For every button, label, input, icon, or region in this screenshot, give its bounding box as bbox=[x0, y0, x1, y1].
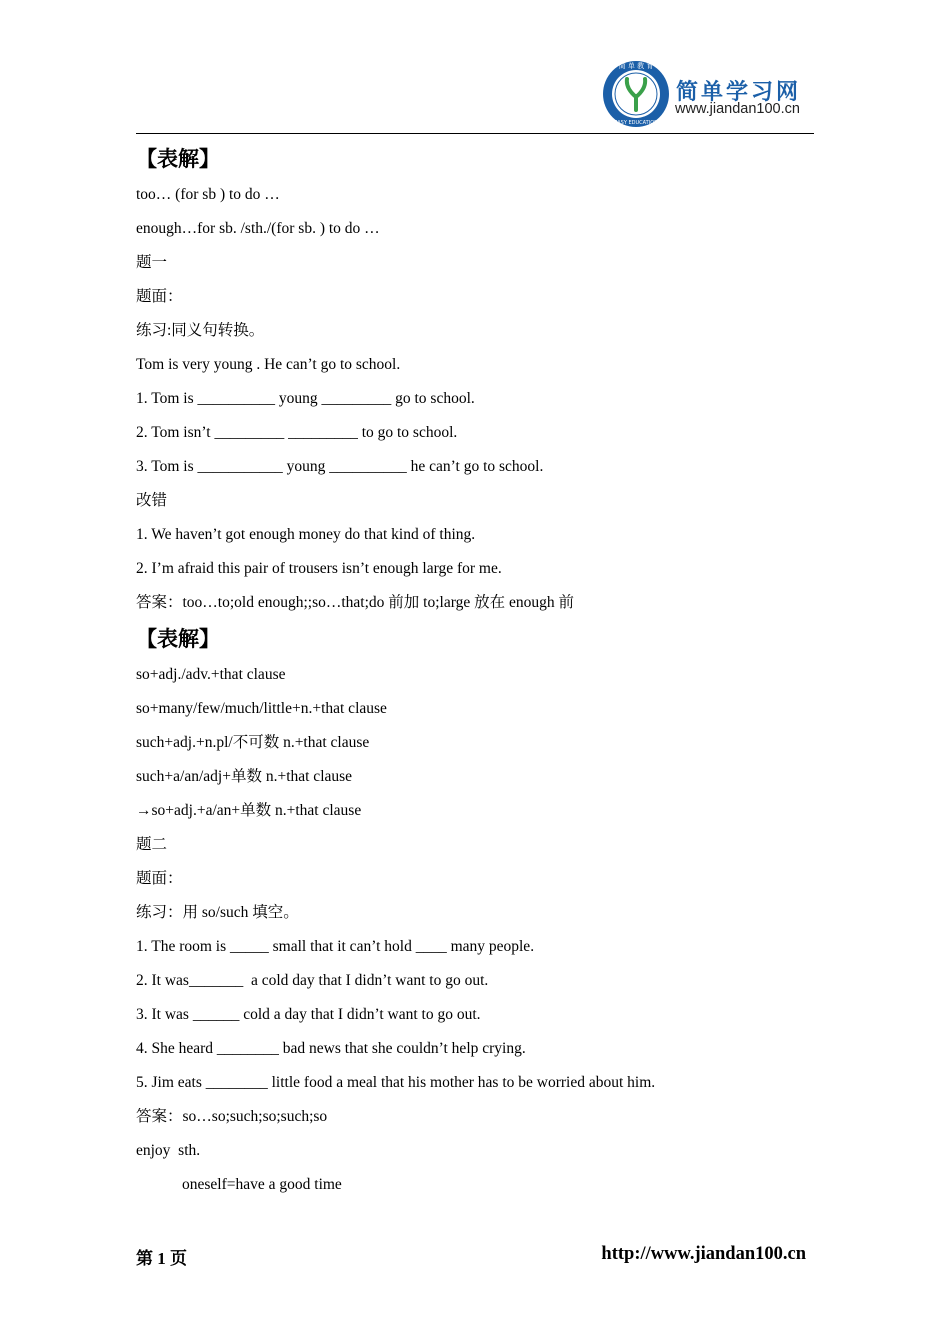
text-line: such+adj.+n.pl/不可数 n.+that clause bbox=[136, 734, 370, 751]
text-line: 1. The room is _____ small that it can’t hold ____ many people. bbox=[136, 938, 535, 955]
text-line: 题二 bbox=[136, 836, 168, 853]
jiandan-logo[interactable] bbox=[602, 58, 810, 130]
text-line: 题一 bbox=[136, 254, 168, 271]
text-line: oneself=have a good time bbox=[182, 1176, 342, 1193]
footer-site-link[interactable]: http://www.jiandan100.cn bbox=[601, 1244, 806, 1264]
page-footer bbox=[136, 1240, 806, 1270]
document-body bbox=[136, 140, 816, 1202]
text-line: 4. She heard ________ bad news that she couldn’t help crying. bbox=[136, 1040, 526, 1057]
text-line: 答案：so…so;such;so;such;so bbox=[136, 1108, 328, 1125]
text-line: 3. Tom is ___________ young __________ he can’t go to school. bbox=[136, 458, 544, 475]
text-line: Tom is very young . He can’t go to school. bbox=[136, 356, 401, 373]
text-line: enough…for sb. /sth./(for sb. ) to do … bbox=[136, 220, 380, 237]
page-number: 第 1 页 bbox=[136, 1249, 187, 1268]
text-line: 题面： bbox=[136, 870, 183, 887]
text-line: 3. It was ______ cold a day that I didn’t want to go out. bbox=[136, 1006, 481, 1023]
text-line: 练习:同义句转换。 bbox=[136, 322, 265, 339]
text-line: 题面： bbox=[136, 288, 183, 305]
text-line: 1. We haven’t got enough money do that kind of thing. bbox=[136, 526, 476, 543]
text-line: 练习：用 so/such 填空。 bbox=[136, 904, 299, 921]
header-divider bbox=[136, 133, 814, 134]
text-line: too… (for sb ) to do … bbox=[136, 186, 280, 203]
text-line: 1. Tom is __________ young _________ go to school. bbox=[136, 390, 475, 407]
text-line: 答案：too…to;old enough;;so…that;do 前加 to;large 放在 enough 前 bbox=[136, 594, 574, 611]
svg-text:简 单 教 育: 简 单 教 育 bbox=[618, 62, 654, 70]
text-line: enjoy sth. bbox=[136, 1142, 201, 1159]
page-header bbox=[136, 50, 814, 134]
text-line: 2. It was_______ a cold day that I didn’t want to go out. bbox=[136, 972, 489, 989]
text-line: so+adj./adv.+that clause bbox=[136, 666, 286, 683]
easy-education-emblem-icon bbox=[602, 58, 672, 130]
text-line: 2. Tom isn’t _________ _________ to go to school. bbox=[136, 424, 458, 441]
section-heading: 【表解】 bbox=[136, 147, 220, 171]
text-line: 2. I’m afraid this pair of trousers isn’t enough large for me. bbox=[136, 560, 502, 577]
text-line: →so+adj.+a/an+单数 n.+that clause bbox=[136, 802, 362, 819]
text-line: so+many/few/much/little+n.+that clause bbox=[136, 700, 387, 717]
text-line: 5. Jim eats ________ little food a meal that his mother has to be worried about him. bbox=[136, 1074, 656, 1091]
text-line: such+a/an/adj+单数 n.+that clause bbox=[136, 768, 353, 785]
section-heading: 【表解】 bbox=[136, 627, 220, 651]
text-line: 改错 bbox=[136, 492, 168, 509]
brand-url[interactable]: www.jiandan100.cn bbox=[675, 101, 800, 117]
svg-text:EASY EDUCATION: EASY EDUCATION bbox=[614, 120, 658, 126]
brand-name: 简单学习网 bbox=[676, 80, 802, 105]
